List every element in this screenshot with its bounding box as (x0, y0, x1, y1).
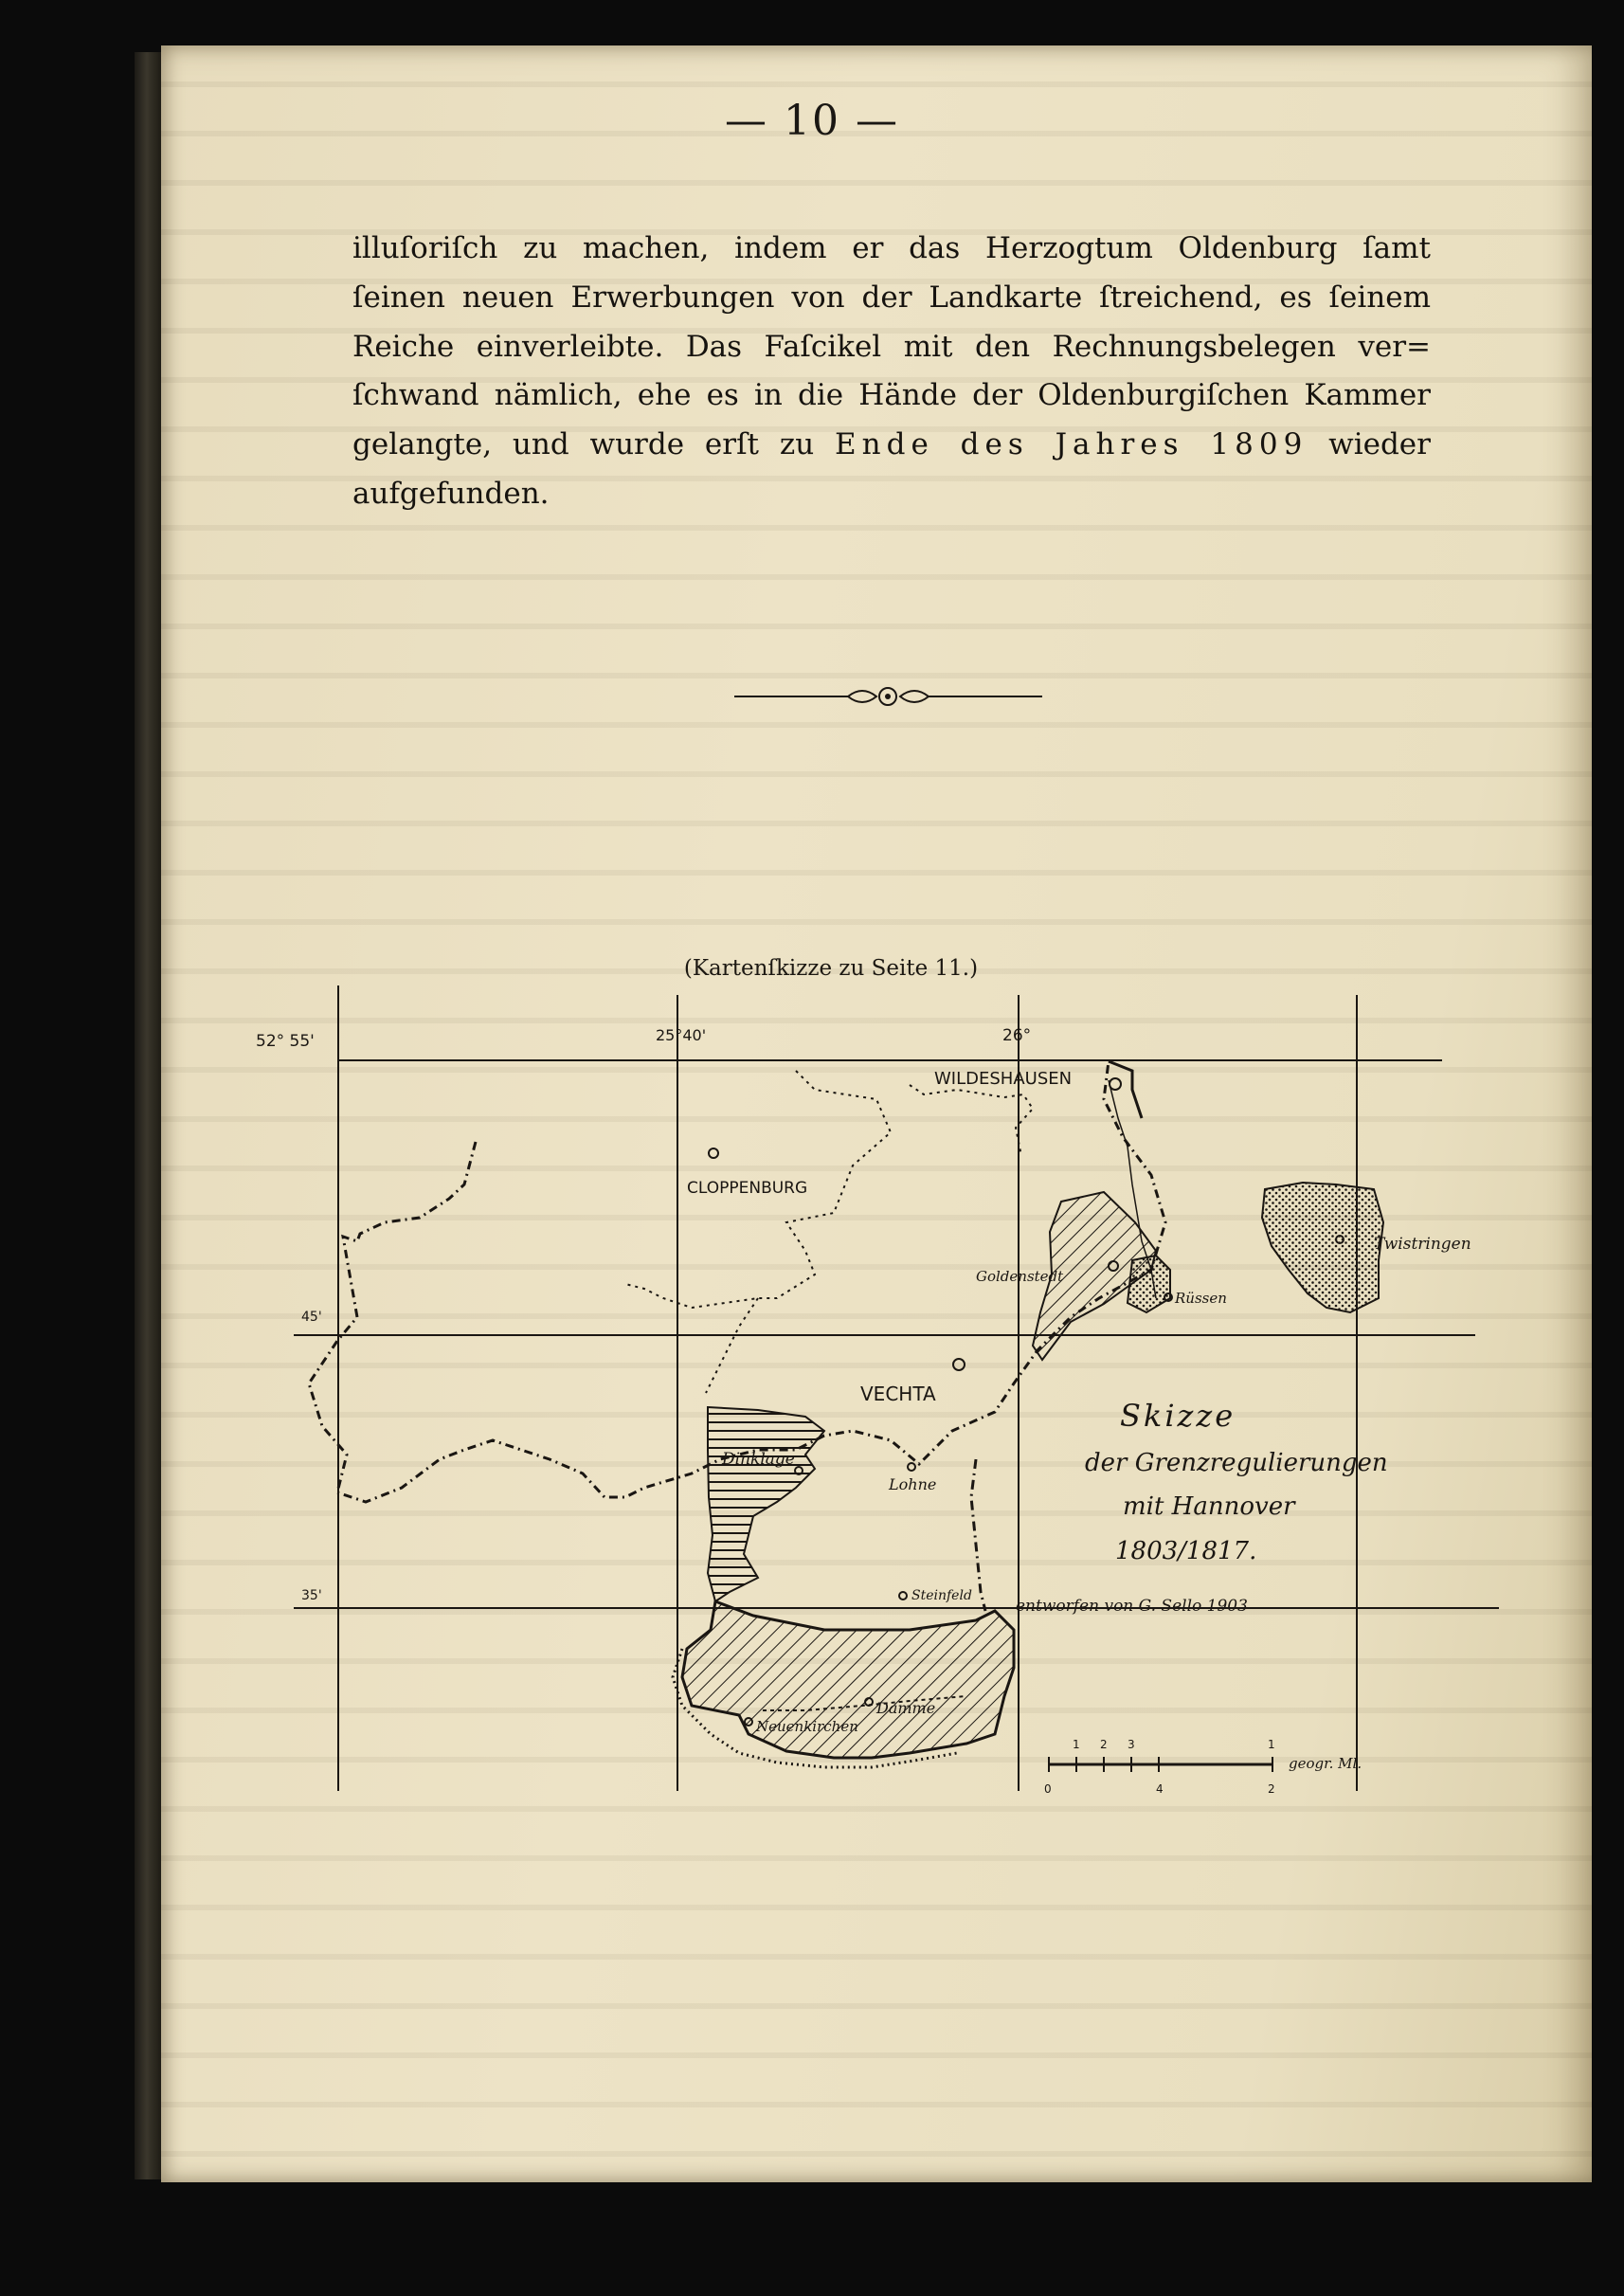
place-twistringen: Twistringen (1374, 1235, 1471, 1254)
scale-unit: geogr. Ml. (1289, 1755, 1362, 1772)
horizontal-hatch-dinklage (708, 1407, 824, 1601)
place-russen: Rüssen (1175, 1290, 1227, 1307)
district-boundary (971, 1459, 985, 1611)
place-lohne: Lohne (889, 1475, 937, 1493)
text-line (352, 421, 1431, 470)
coord-lon-left: 25°40' (656, 1026, 707, 1044)
spaced-text: Ende des Jahres 1809 (835, 427, 1308, 462)
ornament-divider (734, 676, 1042, 717)
scale-tick: 1 (1268, 1738, 1275, 1751)
scale-tick: 2 (1268, 1782, 1275, 1796)
text-line: Reiche einverleibte. Das Faſcikel mit den Rechnungsbelegen ver= (352, 329, 1431, 364)
text-line: ſeinen neuen Erwerbungen von der Landkarte ſtreichend, es ſeinem (352, 280, 1431, 315)
scale-tick: 4 (1156, 1782, 1164, 1796)
scale-tick: 0 (1044, 1782, 1052, 1796)
place-vechta: VECHTA (860, 1383, 936, 1405)
coord-lat-45: 45' (301, 1310, 322, 1325)
text-segment: wieder (1328, 427, 1431, 462)
map-dates: 1803/1817. (1115, 1537, 1257, 1565)
place-dinklage: Dinklage (722, 1450, 795, 1469)
scale-tick: 2 (1100, 1738, 1108, 1751)
map-sketch (246, 985, 1507, 1810)
coord-lon-right: 26° (1002, 1026, 1032, 1045)
page-number: — 10 — (725, 97, 899, 145)
scale-bar (1044, 1738, 1362, 1796)
map-subtitle: der Grenzregulierungen (1085, 1449, 1388, 1477)
place-cloppenburg: CLOPPENBURG (687, 1179, 808, 1198)
text-line: ſchwand nämlich, ehe es in die Hände der Oldenburgiſchen Kammer (352, 378, 1431, 413)
hatched-area-twistringen (1262, 1183, 1383, 1312)
map-subtitle: mit Hannover (1123, 1492, 1295, 1521)
district-boundary (706, 1298, 758, 1393)
scale-tick: 3 (1128, 1738, 1135, 1751)
scale-tick: 1 (1073, 1738, 1080, 1751)
coord-lat-35: 35' (301, 1588, 322, 1603)
place-neuenkirchen: Neuenkirchen (756, 1718, 858, 1735)
paragraph (352, 225, 1431, 519)
place-steinfeld: Steinfeld (911, 1588, 972, 1603)
coord-lat-top: 52° 55' (256, 1032, 315, 1051)
place-damme: Damme (876, 1699, 936, 1717)
text-segment: gelangte, und wurde erſt zu (352, 427, 815, 462)
place-goldenstedt: Goldenstedt (976, 1268, 1064, 1285)
map-title: Skizze (1120, 1398, 1236, 1434)
text-line: aufgefunden. (352, 476, 550, 511)
place-wildeshausen: WILDESHAUSEN (934, 1069, 1073, 1089)
district-boundary (910, 1085, 1033, 1156)
text-line: illuſoriſch zu machen, indem er das Herzogtum Oldenburg ſamt (352, 231, 1431, 265)
map-author: entworfen von G. Sello 1903 (1016, 1597, 1248, 1616)
map-caption: (Kartenſkizze zu Seite 11.) (683, 956, 979, 981)
